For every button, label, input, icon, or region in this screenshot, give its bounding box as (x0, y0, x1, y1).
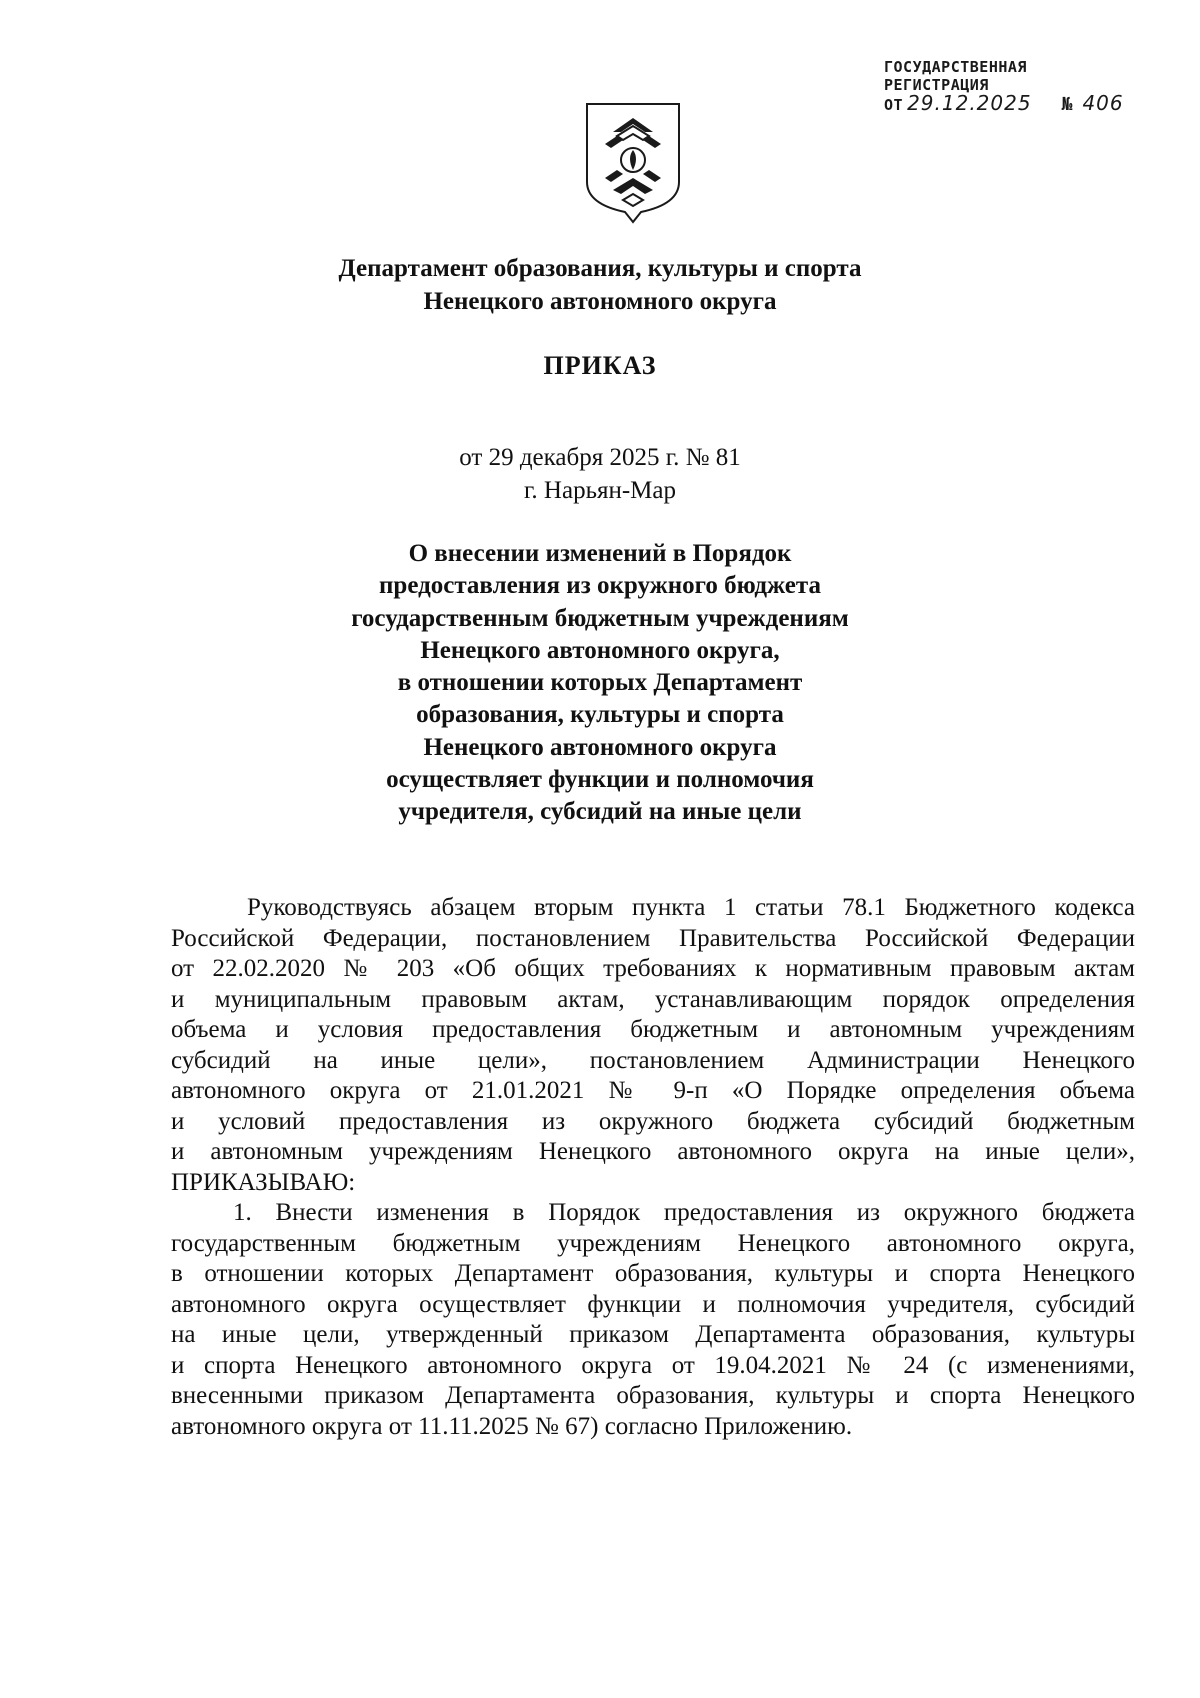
point-1-line: и спорта Ненецкого автономного округа от 19.04.2021 № 24 (с изменениями, (171, 1351, 1135, 1379)
preamble-line: и условий предоставления из окружного бюджета субсидий бюджетным (171, 1107, 1135, 1135)
preamble-line: и автономным учреждениям Ненецкого автономного округа на иные цели», (171, 1138, 1135, 1165)
department-line-2: Ненецкого автономного округа (423, 288, 777, 315)
subject-line: предоставления из окружного бюджета (379, 572, 821, 600)
subject-line: Ненецкого автономного округа (423, 733, 777, 761)
document-body (171, 893, 1135, 1442)
stamp-line-2: РЕГИСТРАЦИЯ (884, 76, 989, 94)
preamble-paragraph (171, 893, 1135, 1168)
subject-line: О внесении изменений в Порядок (408, 540, 792, 567)
stamp-number: 406 (1082, 91, 1124, 115)
point-1-paragraph (171, 1198, 1135, 1442)
subject-line: Ненецкого автономного округа, (420, 636, 780, 664)
stamp-date: 29.12.2025 (907, 91, 1032, 115)
stamp-date-row (884, 91, 1124, 115)
registration-stamp (884, 58, 1124, 115)
subject-line: государственным бюджетным учреждениям (351, 604, 849, 632)
preamble-line: от 22.02.2020 № 203 «Об общих требованиях к нормативным правовым актам (171, 955, 1135, 982)
department-line-1: Департамент образования, культуры и спорта (338, 255, 862, 282)
point-1-line: в отношении которых Департамент образования, культуры и спорта Ненецкого (171, 1260, 1135, 1287)
preamble-line: объема и условия предоставления бюджетным и автономным учреждениям (171, 1016, 1135, 1043)
subject-line: осуществляет функции и полномочия (386, 766, 814, 794)
coat-of-arms-emblem (583, 100, 683, 224)
stamp-line-1: ГОСУДАРСТВЕННАЯ (884, 58, 1027, 76)
point-1-line: автономного округа осуществляет функции и полномочия учредителя, субсидий (171, 1290, 1135, 1318)
directive-word: ПРИКАЗЫВАЮ: (171, 1168, 356, 1196)
preamble-line: субсидий на иные цели», постановлением Администрации Ненецкого (171, 1046, 1135, 1074)
subject-line: учредителя, субсидий на иные цели (398, 798, 802, 826)
point-1-line: 1. Внести изменения в Порядок предоставления из окружного бюджета (233, 1199, 1135, 1226)
preamble-line: Руководствуясь абзацем вторым пункта 1 статьи 78.1 Бюджетного кодекса (247, 894, 1135, 921)
document-city: г. Нарьян-Мар (523, 477, 676, 504)
document-type-title: ПРИКАЗ (543, 351, 657, 380)
point-1-line: государственным бюджетным учреждениям Ненецкого автономного округа, (171, 1229, 1135, 1257)
document-date-number: от 29 декабря 2025 г. № 81 (459, 444, 741, 471)
point-1-line: автономного округа от 11.11.2025 № 67) согласно Приложению. (171, 1412, 853, 1440)
preamble-line: и муниципальным правовым актам, устанавливающим порядок определения (171, 985, 1135, 1013)
preamble-line: автономного округа от 21.01.2021 № 9-п «О Порядке определения объема (171, 1077, 1135, 1104)
stamp-number-sign: № (1061, 94, 1073, 115)
point-1-line: внесенными приказом Департамента образования, культуры и спорта Ненецкого (171, 1382, 1135, 1409)
document-subject (0, 538, 1200, 829)
document-meta (0, 441, 1200, 507)
subject-line: в отношении которых Департамент (397, 669, 803, 697)
preamble-line: Российской Федерации, постановлением Правительства Российской Федерации (171, 924, 1135, 952)
department-heading (0, 252, 1200, 318)
subject-line: образования, культуры и спорта (416, 701, 784, 729)
stamp-ot: ОТ (884, 96, 904, 114)
point-1-line: на иные цели, утвержденный приказом Департамента образования, культуры (171, 1321, 1135, 1348)
